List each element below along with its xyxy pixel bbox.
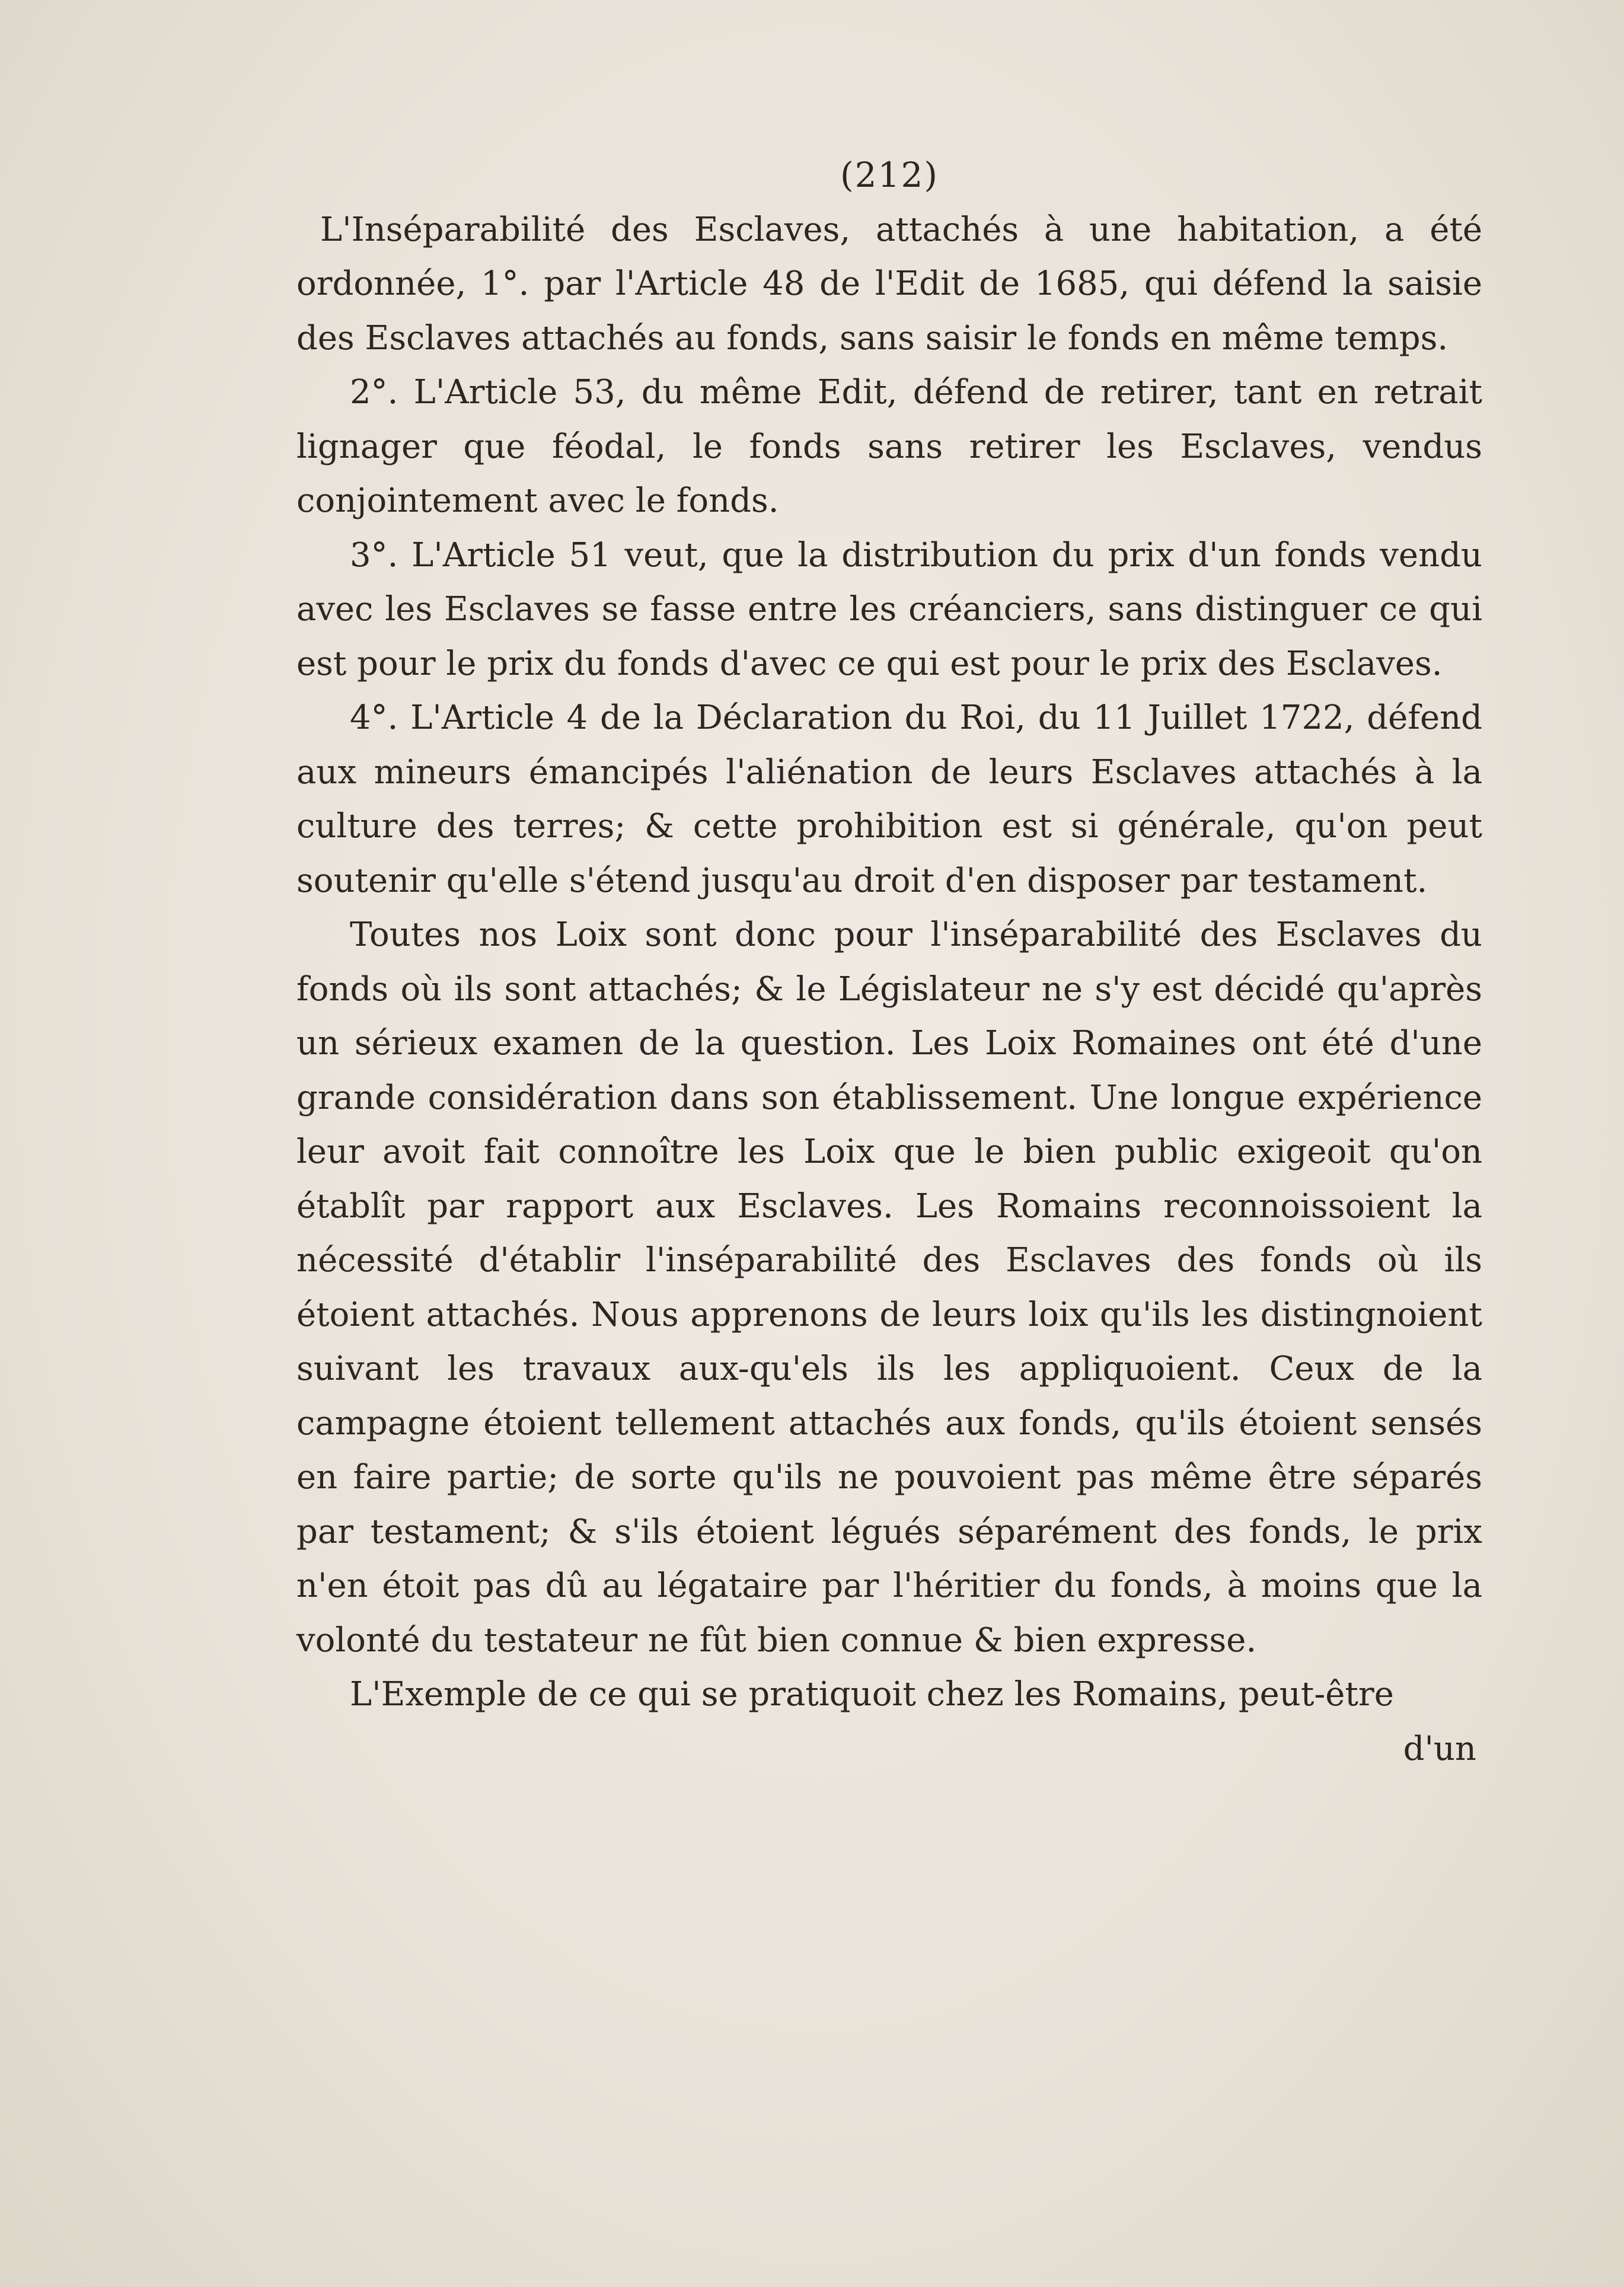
- catchword: d'un: [1403, 1729, 1476, 1768]
- page-number: (212): [840, 155, 939, 195]
- paragraph-4: 4°. L'Article 4 de la Déclaration du Roi, du 11 Juillet 1722, défend aux mineurs émancipés l'aliénation de leurs Esclaves attachés à la culture des terres; & cette prohibition est si générale, qu'on peut soutenir qu'elle s'étend jusqu'au droit d'en disposer par testament.: [296, 698, 1482, 900]
- text-block: [296, 148, 1482, 1776]
- paragraph-1: L'Inséparabilité des Esclaves, attachés à une habitation, a été ordonnée, 1°. par l'Article 48 de l'Edit de 1685, qui défend la saisie des Esclaves attachés au fonds, sans saisir le fonds en même temps.: [296, 210, 1482, 358]
- paragraph-5: Toutes nos Loix sont donc pour l'inséparabilité des Esclaves du fonds où ils sont attachés; & le Législateur ne s'y est décidé qu'après un sérieux examen de la question. Les Loix Romaines ont été d'une grande considération dans son établissement. Une longue expérience leur avoit fait connoître les Loix que le bien public exigeoit qu'on établît par rapport aux Esclaves. Les Romains reconnoissoient la nécessité d'établir l'inséparabilité des Esclaves des fonds où ils étoient attachés. Nous apprenons de leurs loix qu'ils les distingnoient suivant les travaux aux-qu'els ils les appliquoient. Ceux de la campagne étoient tellement attachés aux fonds, qu'ils étoient sensés en faire partie; de sorte qu'ils ne pouvoient pas même être séparés par testament; & s'ils étoient légués séparément des fonds, le prix n'en étoit pas dû au légataire par l'héritier du fonds, à moins que la volonté du testateur ne fût bien connue & bien expresse.: [296, 916, 1482, 1660]
- paragraph-3: 3°. L'Article 51 veut, que la distribution du prix d'un fonds vendu avec les Esclaves se fasse entre les créanciers, sans distinguer ce qui est pour le prix du fonds d'avec ce qui est pour le prix des Esclaves.: [296, 535, 1482, 683]
- paragraph-6: L'Exemple de ce qui se pratiquoit chez les Romains, peut-être: [350, 1675, 1394, 1714]
- paragraph-2: 2°. L'Article 53, du même Edit, défend de retirer, tant en retrait lignager que féodal, le fonds sans retirer les Esclaves, vendus conjointement avec le fonds.: [296, 373, 1482, 520]
